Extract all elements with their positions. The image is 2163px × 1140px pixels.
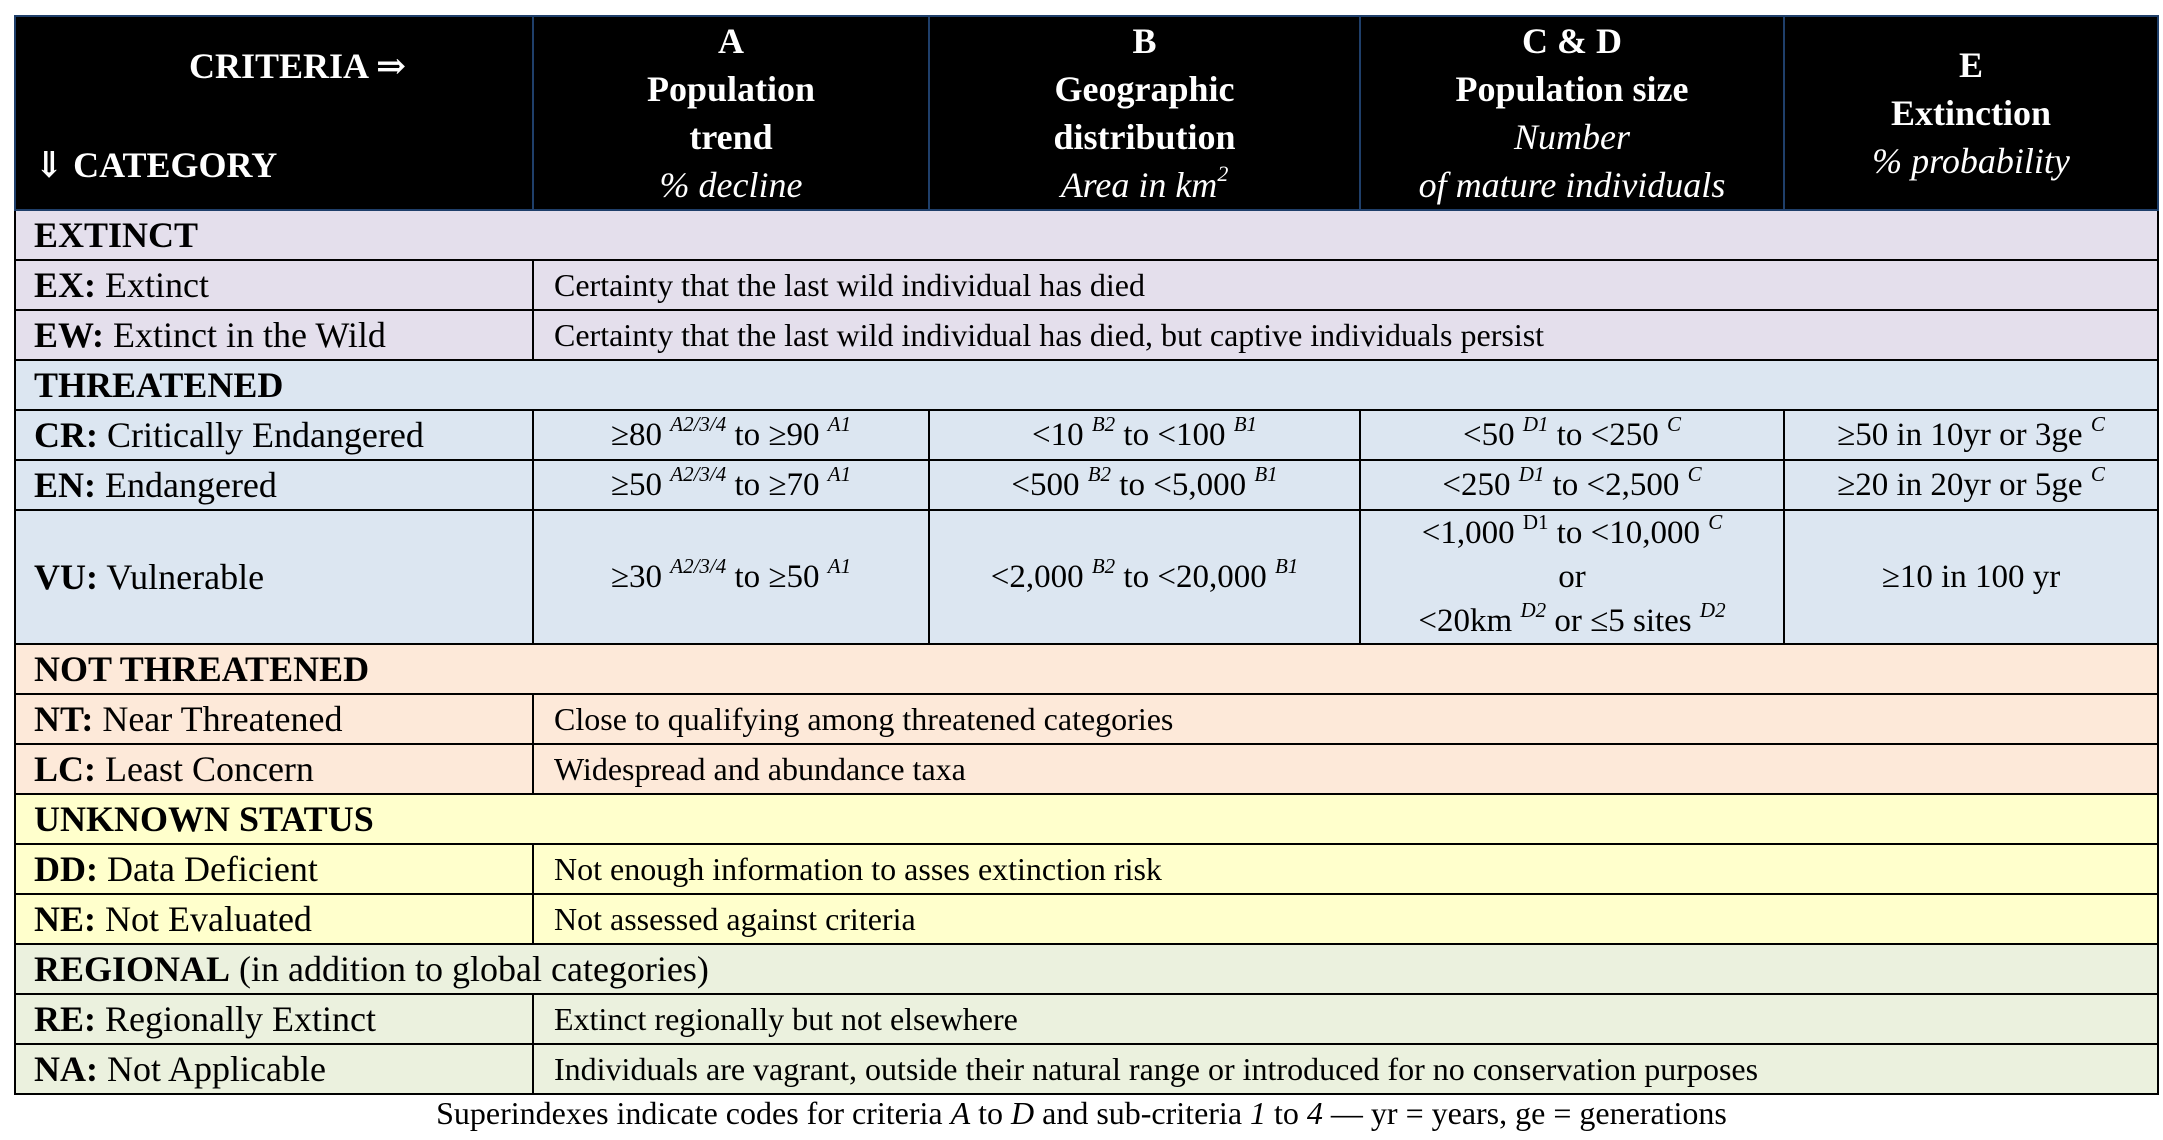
col-b-unit-wrap	[930, 161, 1359, 209]
section-title: EXTINCT	[15, 210, 2158, 260]
col-cd-unit2: of mature individuals	[1418, 165, 1726, 205]
vu-criterion-cd: <1,000 $^{D1}$ to <10,000 $^C$ or <20km $^{D2}$ or ≤5 sites $^{D2}$	[1360, 510, 1784, 644]
row-na	[15, 1044, 2158, 1094]
category-name: Critically Endangered	[97, 415, 424, 455]
col-a-title2: trend	[689, 117, 773, 157]
category-label	[15, 1044, 533, 1094]
vu-criterion-e: ≥10 in 100 yr	[1784, 510, 2158, 644]
cr-criterion-a: ≥80 $^{A2/3/4}$ to ≥90 $^{A1}$	[533, 410, 929, 460]
category-label: ⇓ CATEGORY	[34, 145, 278, 185]
category-label	[15, 310, 533, 360]
col-cd-title1: Population size	[1455, 69, 1689, 109]
category-code: LC:	[34, 749, 96, 789]
en-criterion-a: ≥50 $^{A2/3/4}$ to ≥70 $^{A1}$	[533, 460, 929, 510]
category-name: Regionally Extinct	[96, 999, 376, 1039]
col-b-title2: distribution	[1053, 117, 1236, 157]
category-name: Extinct in the Wild	[104, 315, 386, 355]
en-criterion-cd: <250 $^{D1}$ to <2,500 $^C$	[1360, 460, 1784, 510]
category-code: EN:	[34, 465, 96, 505]
section-extinct	[15, 210, 2158, 260]
vu-cd-or: or	[1558, 559, 1586, 595]
col-b-unit: Area in km	[1060, 165, 1218, 205]
col-e-title1: Extinction	[1890, 93, 2051, 133]
category-description: Extinct regionally but not elsewhere	[533, 994, 2158, 1044]
category-name: Extinct	[96, 265, 209, 305]
category-name: Not Applicable	[97, 1049, 326, 1089]
category-label	[15, 260, 533, 310]
vu-criterion-a: ≥30 $^{A2/3/4}$ to ≥50 $^{A1}$	[533, 510, 929, 644]
category-name: Near Threatened	[93, 699, 343, 739]
cr-criterion-b: <10 $^{B2}$ to <100 $^{B1}$	[929, 410, 1360, 460]
header-col-cd	[1360, 16, 1784, 210]
category-name: Endangered	[96, 465, 277, 505]
header-row	[15, 16, 2158, 210]
vu-criterion-b: <2,000 $^{B2}$ to <20,000 $^{B1}$	[929, 510, 1360, 644]
category-label	[15, 410, 533, 460]
col-a-title1: Population	[646, 69, 816, 109]
row-re	[15, 994, 2158, 1044]
cr-criterion-cd: <50 $^{D1}$ to <250 $^C$	[1360, 410, 1784, 460]
col-e-unit: % probability	[1872, 141, 2070, 181]
category-label	[15, 694, 533, 744]
category-code: DD:	[34, 849, 98, 889]
category-label	[15, 744, 533, 794]
row-nt	[15, 694, 2158, 744]
col-b-letter: B	[1132, 21, 1157, 61]
category-label	[15, 844, 533, 894]
category-name: Least Concern	[96, 749, 314, 789]
header-col-e	[1784, 16, 2158, 210]
section-title: NOT THREATENED	[15, 644, 2158, 694]
section-regional	[15, 944, 2158, 994]
en-criterion-e: ≥20 in 20yr or 5ge $^C$	[1784, 460, 2158, 510]
category-description: Widespread and abundance taxa	[533, 744, 2158, 794]
category-code: EW:	[34, 315, 105, 355]
row-ex	[15, 260, 2158, 310]
row-en	[15, 460, 2158, 510]
category-code: CR:	[34, 415, 98, 455]
section-threatened	[15, 360, 2158, 410]
col-cd-letter: C & D	[1522, 21, 1622, 61]
section-note: (in addition to global categories)	[230, 949, 709, 989]
category-label	[15, 994, 533, 1044]
category-code: NT:	[34, 699, 94, 739]
category-description: Not enough information to asses extinction risk	[533, 844, 2158, 894]
footnote: Superindexes indicate codes for criteria A to D and sub-criteria 1 to 4 — yr = years, ge = generations	[436, 1095, 1727, 1131]
row-dd	[15, 844, 2158, 894]
col-e-letter: E	[1958, 45, 1983, 85]
category-label	[15, 460, 533, 510]
section-not-threatened	[15, 644, 2158, 694]
row-vu	[15, 510, 2158, 644]
category-code: NA:	[34, 1049, 98, 1089]
section-title: THREATENED	[15, 360, 2158, 410]
header-col-b	[929, 16, 1360, 210]
cr-criterion-e: ≥50 in 10yr or 3ge $^C$	[1784, 410, 2158, 460]
category-name: Vulnerable	[97, 557, 265, 597]
header-corner	[15, 16, 533, 210]
col-a-letter: A	[718, 21, 744, 61]
category-code: RE:	[34, 999, 96, 1039]
col-a-unit: % decline	[659, 165, 803, 205]
iucn-criteria-table	[14, 15, 2159, 1095]
category-code: EX:	[34, 265, 96, 305]
criteria-label: CRITERIA ⇒	[189, 46, 407, 86]
row-ew	[15, 310, 2158, 360]
en-criterion-b: <500 $^{B2}$ to <5,000 $^{B1}$	[929, 460, 1360, 510]
category-label	[15, 510, 533, 644]
category-description: Certainty that the last wild individual has died, but captive individuals persist	[533, 310, 2158, 360]
category-code: VU:	[34, 557, 98, 597]
col-b-unit-sup: 2	[1217, 161, 1229, 186]
col-cd-unit1: Number	[1514, 117, 1630, 157]
category-name: Not Evaluated	[96, 899, 312, 939]
category-description: Individuals are vagrant, outside their natural range or introduced for no conservation purposes	[533, 1044, 2158, 1094]
section-title: UNKNOWN STATUS	[15, 794, 2158, 844]
section-title: REGIONAL (in addition to global categories)	[15, 944, 2158, 994]
section-unknown-status	[15, 794, 2158, 844]
col-b-title1: Geographic	[1054, 69, 1235, 109]
row-ne	[15, 894, 2158, 944]
row-cr	[15, 410, 2158, 460]
category-description: Close to qualifying among threatened categories	[533, 694, 2158, 744]
row-lc	[15, 744, 2158, 794]
category-description: Certainty that the last wild individual has died	[533, 260, 2158, 310]
header-col-a	[533, 16, 929, 210]
category-code: NE:	[34, 899, 96, 939]
category-name: Data Deficient	[97, 849, 318, 889]
category-label	[15, 894, 533, 944]
category-description: Not assessed against criteria	[533, 894, 2158, 944]
